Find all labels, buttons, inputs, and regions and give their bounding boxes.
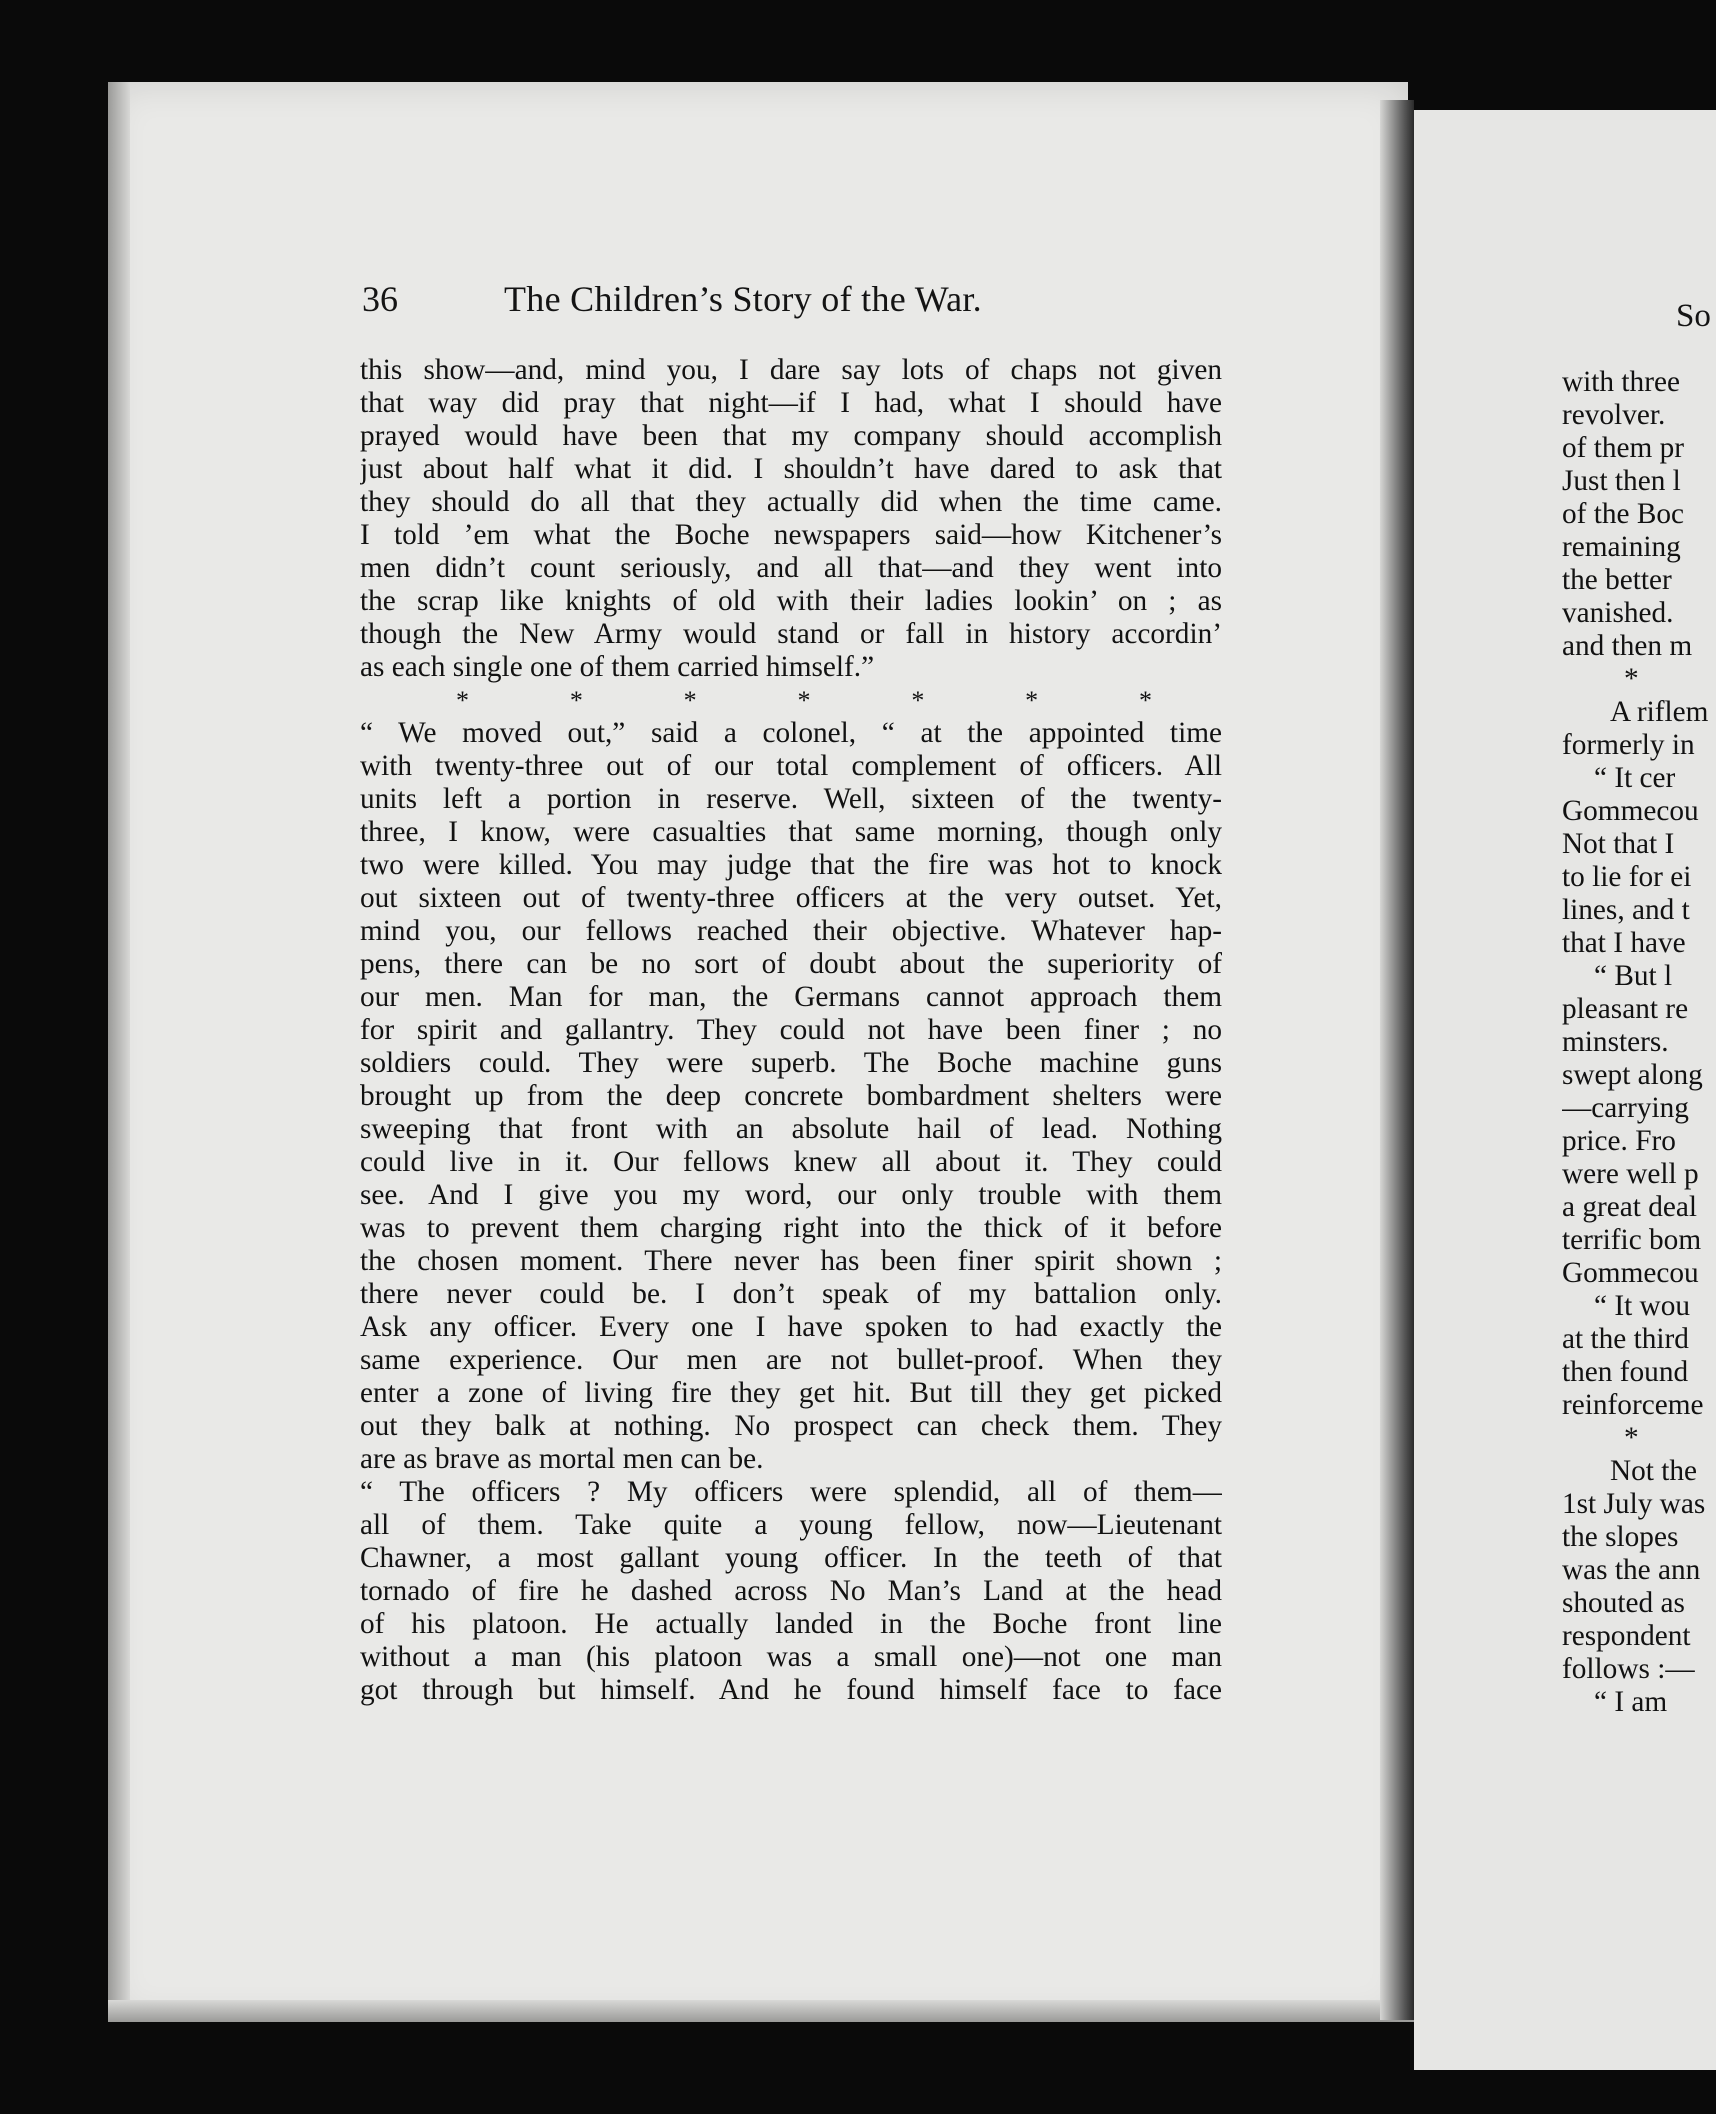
text-line: was the ann [1562,1554,1701,1586]
text-line: got through but himself. And he found himself face to face [360,1674,1222,1706]
page-bottom-edge [108,2000,1416,2022]
text-line: without a man (his platoon was a small one)—not one man [360,1641,1222,1673]
text-line: the scrap like knights of old with their ladies lookin’ on ; as [360,585,1222,617]
text-line: “ We moved out,” said a colonel, “ at the appointed time [360,717,1222,749]
text-line: of them pr [1562,432,1685,464]
right-running-title: So [1676,298,1711,334]
text-line: were well p [1562,1158,1699,1190]
text-line: lines, and t [1562,894,1690,926]
running-title: The Children’s Story of the War. [504,279,982,319]
text-line: brought up from the deep concrete bombardment shelters were [360,1080,1222,1112]
text-line: Not that I [1562,828,1675,860]
text-line: out sixteen out of twenty-three officers at the very outset. Yet, [360,882,1222,914]
text-line: see. And I give you my word, our only trouble with them [360,1179,1222,1211]
text-line: units left a portion in reserve. Well, sixteen of the twenty- [360,783,1222,815]
text-line: with three [1562,366,1680,398]
text-line: vanished. [1562,597,1674,629]
text-line: then found [1562,1356,1689,1388]
text-line: Ask any officer. Every one I have spoken to had exactly the [360,1311,1222,1343]
text-line: and then m [1562,630,1693,662]
text-line: the better [1562,564,1672,596]
text-line: pleasant re [1562,993,1689,1025]
asterisk: * [911,686,925,715]
text-line: as each single one of them carried himself.” [360,651,875,683]
asterisk: * [1025,686,1039,715]
text-line: same experience. Our men are not bullet-proof. When they [360,1344,1222,1376]
text-line: terrific bom [1562,1224,1702,1256]
text-line: remaining [1562,531,1681,563]
text-line: soldiers could. They were superb. The Boche machine guns [360,1047,1222,1079]
text-line: A riflem [1610,696,1709,728]
left-page-body [360,354,1222,1707]
book-gutter [1380,100,1414,2020]
text-line: at the third [1562,1323,1689,1355]
asterisk: * [569,686,583,715]
text-line: swept along [1562,1059,1703,1091]
text-line: the slopes [1562,1521,1679,1553]
page-edge [108,82,130,2022]
text-line: —carrying [1562,1092,1689,1124]
text-line: enter a zone of living fire they get hit. But till they get picked [360,1377,1222,1409]
text-line: Chawner, a most gallant young officer. In the teeth of that [360,1542,1222,1574]
text-line: mind you, our fellows reached their objective. Whatever hap- [360,915,1222,947]
text-line: two were killed. You may judge that the fire was hot to knock [360,849,1222,881]
text-line: minsters. [1562,1026,1669,1058]
text-line: “ The officers ? My officers were splendid, all of them— [360,1476,1222,1508]
text-line: a great deal [1562,1191,1697,1223]
asterisk: * [456,686,469,715]
text-line: could live in it. Our fellows knew all about it. They could [360,1146,1222,1178]
text-line: that way did pray that night—if I had, what I should have [360,387,1222,419]
text-line: of the Boc [1562,498,1685,530]
text-line: just about half what it did. I shouldn’t have dared to ask that [360,453,1222,485]
text-line: “ It cer [1594,762,1676,794]
text-line: Gommecou [1562,1257,1699,1289]
text-line: Gommecou [1562,795,1699,827]
text-line: sweeping that front with an absolute hail of lead. Nothing [360,1113,1222,1145]
text-line: revolver. [1562,399,1666,431]
text-line: price. Fro [1562,1125,1676,1157]
right-page-body [1562,366,1716,1719]
text-line: shouted as [1562,1587,1685,1619]
text-line: to lie for ei [1562,861,1692,893]
text-line: the chosen moment. There never has been finer spirit shown ; [360,1245,1222,1277]
text-line: of his platoon. He actually landed in the Boche front line [360,1608,1222,1640]
text-line: our men. Man for man, the Germans cannot approach them [360,981,1222,1013]
text-line: Not the [1610,1455,1698,1487]
text-line: “ It wou [1594,1290,1691,1322]
asterisk: * [797,686,811,715]
text-line: “ I am [1594,1686,1668,1718]
text-line: Just then l [1562,465,1681,497]
asterisk: * [1138,686,1152,715]
text-line: they should do all that they actually did when the time came. [360,486,1222,518]
asterisk: * [683,686,697,715]
text-line: are as brave as mortal men can be. [360,1443,764,1475]
text-line: that I have [1562,927,1686,959]
text-line: “ But l [1594,960,1673,992]
text-line: with twenty-three out of our total complement of officers. All [360,750,1222,782]
text-line: formerly in [1562,729,1695,761]
text-line: respondent [1562,1620,1691,1652]
text-line: all of them. Take quite a young fellow, now—Lieutenant [360,1509,1222,1541]
text-line: three, I know, were casualties that same morning, though only [360,816,1222,848]
text-line: out they balk at nothing. No prospect can check them. They [360,1410,1222,1442]
asterisk: * [1624,663,1639,695]
text-line: though the New Army would stand or fall in history accordin’ [360,618,1222,650]
page-number: 36 [362,279,398,319]
text-line: 1st July was [1562,1488,1706,1520]
text-line: reinforceme [1562,1389,1704,1421]
text-line: this show—and, mind you, I dare say lots of chaps not given [360,354,1222,386]
text-line: tornado of fire he dashed across No Man’s Land at the head [360,1575,1222,1607]
asterisk: * [1624,1422,1639,1454]
text-line: was to prevent them charging right into the thick of it before [360,1212,1222,1244]
text-line: for spirit and gallantry. They could not have been finer ; no [360,1014,1222,1046]
text-line: prayed would have been that my company should accomplish [360,420,1222,452]
section-separator [360,684,1222,717]
text-line: pens, there can be no sort of doubt about the superiority of [360,948,1222,980]
text-line: follows :— [1562,1653,1695,1685]
text-line: there never could be. I don’t speak of my battalion only. [360,1278,1222,1310]
text-line: I told ’em what the Boche newspapers said—how Kitchener’s [360,519,1222,551]
text-line: men didn’t count seriously, and all that—and they went into [360,552,1222,584]
page-header [362,278,1222,328]
